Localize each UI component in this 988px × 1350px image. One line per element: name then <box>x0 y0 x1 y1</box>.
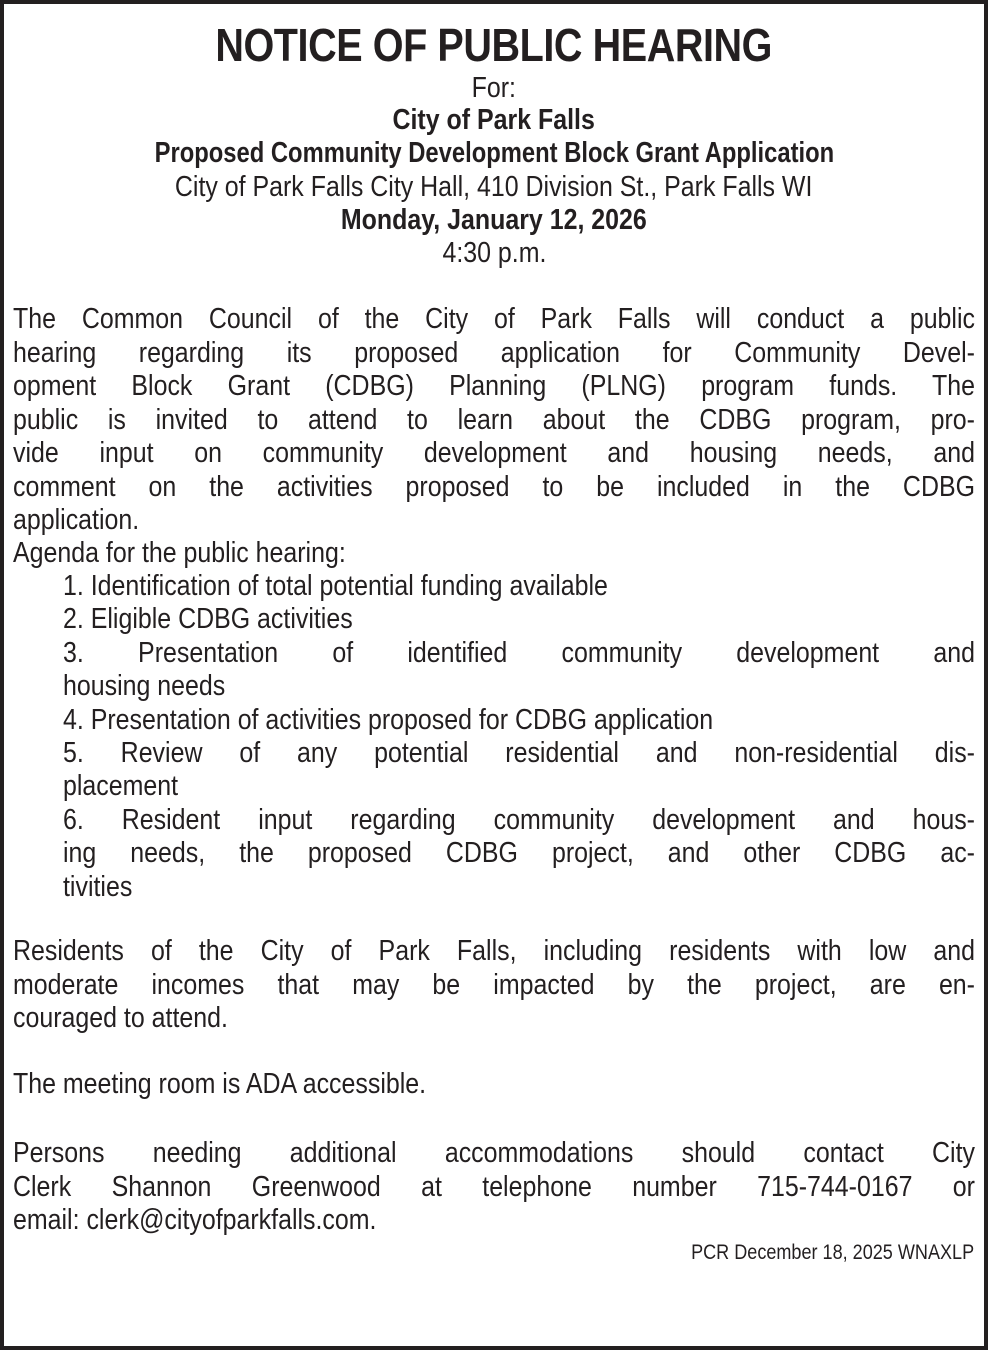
intro-line-text: application. <box>13 504 140 536</box>
intro-line-text: vide input on community development and housing needs, and <box>13 437 975 469</box>
agenda-item-line <box>63 804 988 837</box>
intro-line <box>13 437 988 470</box>
for-label-text: For: <box>471 72 517 104</box>
city-name-text: City of Park Falls <box>392 104 596 136</box>
intro-line-text: The Common Council of the City of Park Falls will conduct a public <box>13 303 975 335</box>
intro-line-text: comment on the activities proposed to be included in the CDBG <box>13 470 975 503</box>
intro-line <box>13 370 988 403</box>
residents-line-text: moderate incomes that may be impacted by the project, are en- <box>13 968 975 1001</box>
agenda-item-line <box>63 737 988 770</box>
agenda-item-line <box>63 770 988 803</box>
agenda-item-line <box>63 570 988 603</box>
for-label <box>0 72 988 105</box>
residents-line-text: Residents of the City of Park Falls, including residents with low and <box>13 935 975 967</box>
intro-line <box>13 471 988 504</box>
hearing-date <box>0 204 988 237</box>
agenda-item-line <box>63 871 988 904</box>
agenda-item-line <box>63 837 988 870</box>
publication-footer <box>645 1241 974 1265</box>
agenda-item-line-text: ing needs, the proposed CDBG project, and other CDBG ac- <box>63 837 975 870</box>
contact-line-text: Persons needing additional accommodations should contact City <box>13 1137 975 1169</box>
hearing-date-text: Monday, January 12, 2026 <box>341 204 647 236</box>
intro-line-text: public is invited to attend to learn about the CDBG program, pro- <box>13 403 975 436</box>
contact-line-text: Clerk Shannon Greenwood at telephone number 715-744-0167 or <box>13 1170 975 1203</box>
agenda-heading-text: Agenda for the public hearing: <box>13 537 346 569</box>
agenda-item-line <box>63 603 988 636</box>
agenda-item-line-text: housing needs <box>63 670 226 703</box>
ada-note <box>13 1068 493 1101</box>
contact-line <box>13 1204 988 1237</box>
agenda-item-line <box>63 637 988 670</box>
subject-line <box>0 137 988 170</box>
agenda-item-line-text: placement <box>63 770 179 803</box>
agenda-item-line-text: 2. Eligible CDBG activities <box>63 603 353 636</box>
residents-line <box>13 935 988 968</box>
residents-line <box>13 969 988 1002</box>
agenda-item-line <box>63 670 988 703</box>
location-text: City of Park Falls City Hall, 410 Division St., Park Falls WI <box>175 171 813 203</box>
notice-title <box>0 18 988 72</box>
intro-line-text: opment Block Grant (CDBG) Planning (PLNG) program funds. The <box>13 370 975 402</box>
agenda-heading <box>13 537 400 570</box>
agenda-item-line-text: 6. Resident input regarding community development and hous- <box>63 803 975 836</box>
residents-line-text: couraged to attend. <box>13 1002 228 1034</box>
ada-note-text: The meeting room is ADA accessible. <box>13 1068 427 1100</box>
location-line <box>0 171 988 204</box>
contact-line-text: email: clerk@cityofparkfalls.com. <box>13 1204 377 1236</box>
agenda-item-line-text: 3. Presentation of identified community development and <box>63 636 975 669</box>
agenda-item-line-text: tivities <box>63 870 133 903</box>
contact-line <box>13 1137 988 1170</box>
agenda-item-line-text: 5. Review of any potential residential and non-residential dis- <box>63 737 975 769</box>
city-name <box>0 104 988 137</box>
intro-line <box>13 404 988 437</box>
agenda-item-line-text: 4. Presentation of activities proposed for CDBG application <box>63 703 714 736</box>
intro-line-text: hearing regarding its proposed application for Community Devel- <box>13 336 975 369</box>
hearing-time-text: 4:30 p.m. <box>442 237 546 269</box>
publication-footer-text: PCR December 18, 2025 WNAXLP <box>690 1241 974 1264</box>
notice-title-text: NOTICE OF PUBLIC HEARING <box>215 19 773 71</box>
residents-line <box>13 1002 988 1035</box>
subject-text: Proposed Community Development Block Grant Application <box>154 137 834 169</box>
contact-line <box>13 1171 988 1204</box>
intro-line <box>13 504 988 537</box>
intro-line <box>13 303 988 336</box>
hearing-time <box>0 237 988 270</box>
agenda-item-line <box>63 704 988 737</box>
intro-line <box>13 337 988 370</box>
agenda-item-line-text: 1. Identification of total potential funding available <box>63 570 608 602</box>
